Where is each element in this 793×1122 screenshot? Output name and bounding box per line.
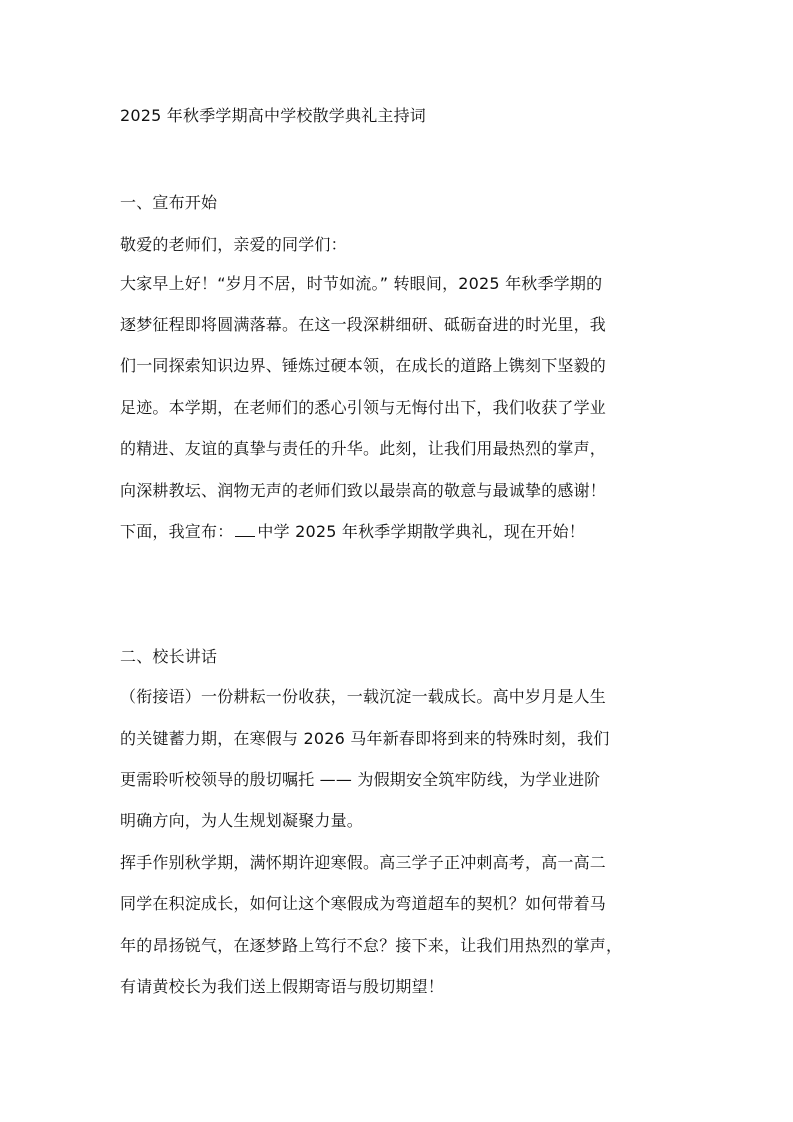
paragraph-line: 逐梦征程即将圆满落幕。在这一段深耕细研、砥砺奋进的时光里，我 — [120, 315, 607, 334]
paragraph-line: 挥手作别秋学期，满怀期许迎寒假。高三学子正冲刺高考，高一高二 — [120, 853, 607, 872]
paragraph-line: 更需聆听校领导的殷切嘱托 —— 为假期安全筑牢防线，为学业进阶 — [120, 770, 601, 789]
paragraph-line: 足迹。本学期，在老师们的悉心引领与无悔付出下，我们收获了学业 — [120, 398, 607, 417]
greeting-line: 敬爱的老师们，亲爱的同学们： — [120, 235, 347, 254]
paragraph-line: 年的昂扬锐气，在逐梦路上笃行不怠？接下来，让我们用热烈的掌声， — [120, 936, 623, 955]
section-1-heading: 一、宣布开始 — [120, 193, 218, 212]
document-title: 2025 年秋季学期高中学校散学典礼主持词 — [120, 106, 427, 125]
paragraph-line: 大家早上好！“岁月不居，时节如流。” 转眼间，2025 年秋季学期的 — [120, 274, 603, 293]
paragraph-line: 们一同探索知识边界、锤炼过硬本领，在成长的道路上镌刻下坚毅的 — [120, 356, 607, 375]
paragraph-line: 的关键蓄力期，在寒假与 2026 马年新春即将到来的特殊时刻，我们 — [120, 729, 610, 748]
section-2-heading: 二、校长讲话 — [120, 647, 218, 666]
paragraph-line: 的精进、友谊的真挚与责任的升华。此刻，让我们用最热烈的掌声， — [120, 439, 607, 458]
announcement-line — [120, 522, 585, 542]
announcement-suffix: 中学 2025 年秋季学期散学典礼，现在开始！ — [257, 522, 585, 541]
paragraph-line: 明确方向，为人生规划凝聚力量。 — [120, 811, 364, 830]
fill-in-blank — [235, 522, 255, 537]
announcement-prefix: 下面，我宣布： — [120, 522, 234, 541]
paragraph-line: 向深耕教坛、润物无声的老师们致以最崇高的敬意与最诚挚的感谢！ — [120, 481, 607, 500]
paragraph-line: 同学在积淀成长，如何让这个寒假成为弯道超车的契机？如何带着马 — [120, 894, 607, 913]
paragraph-line: （衔接语）一份耕耘一份收获，一载沉淀一载成长。高中岁月是人生 — [120, 687, 607, 706]
paragraph-line: 有请黄校长为我们送上假期寄语与殷切期望！ — [120, 977, 445, 996]
